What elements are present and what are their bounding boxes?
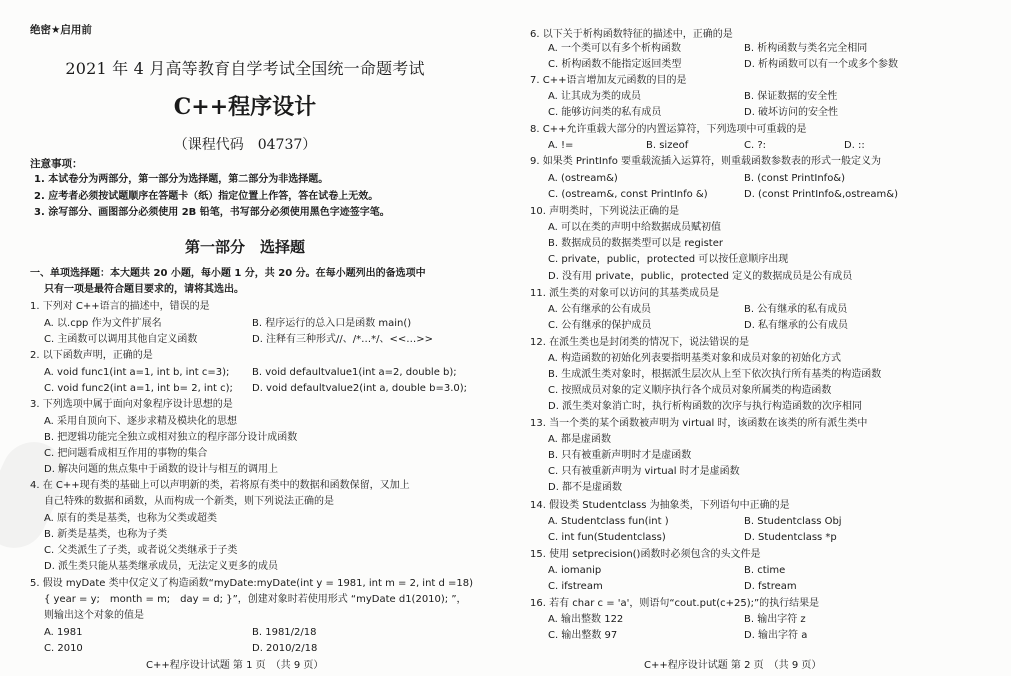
page-2 — [526, 0, 996, 676]
question-16: 16. 若有 char c = 'a'，则语句“cout.put(c+25);”的执行结果是 — [530, 598, 820, 609]
q13-option-c: C. 只有被重新声明为 virtual 时才是虚函数 — [548, 466, 740, 477]
q15-option-a: A. iomanip — [548, 565, 602, 576]
question-7: 7. C++语言增加友元函数的目的是 — [530, 75, 687, 86]
q5-option-a: A. 1981 — [44, 627, 83, 638]
q12-option-d: D. 派生类对象消亡时，执行析构函数的次序与执行构造函数的次序相同 — [548, 401, 863, 412]
q2-option-c: C. void func2(int a=1, int b= 2, int c); — [44, 383, 233, 394]
q16-option-a: A. 输出整数 122 — [548, 614, 624, 625]
q13-option-d: D. 都不是虚函数 — [548, 482, 623, 493]
q6-option-d: D. 析构函数可以有一个或多个参数 — [744, 59, 899, 70]
q7-option-b: B. 保证数据的安全性 — [744, 91, 838, 102]
q3-option-c: C. 把问题看成相互作用的事物的集合 — [44, 448, 208, 459]
q11-option-d: D. 私有继承的公有成员 — [744, 320, 849, 331]
part-title: 第一部分 选择题 — [184, 238, 305, 256]
q7-option-c: C. 能够访问类的私有成员 — [548, 107, 662, 118]
q9-option-d: D. (const PrintInfo&,ostream&) — [744, 189, 898, 200]
note-item: 1. 本试卷分为两部分，第一部分为选择题，第二部分为非选择题。 — [34, 174, 329, 185]
q15-option-b: B. ctime — [744, 565, 786, 576]
note-item: 2. 应考者必须按试题顺序在答题卡（纸）指定位置上作答，答在试卷上无效。 — [34, 190, 379, 202]
question-1: 1. 下列对 C++语言的描述中，错误的是 — [30, 301, 210, 312]
q4-option-c: C. 父类派生了子类，或者说父类继承于子类 — [44, 545, 238, 556]
q8-option-a: A. != — [548, 140, 574, 151]
q3-option-b: B. 把逻辑功能完全独立或相对独立的程序部分设计成函数 — [44, 432, 298, 443]
q4-option-a: A. 原有的类是基类，也称为父类或超类 — [44, 513, 218, 524]
q2-option-d: D. void defaultvalue2(int a, double b=3.0); — [252, 383, 468, 394]
course-code: （课程代码 04737） — [173, 137, 317, 153]
q12-option-a: A. 构造函数的初始化列表要指明基类对象和成员对象的初始化方式 — [548, 353, 842, 364]
q9-option-b: B. (const PrintInfo&) — [744, 173, 846, 184]
question-3: 3. 下列选项中属于面向对象程序设计思想的是 — [30, 399, 233, 410]
page-footer: C++程序设计试题 第 2 页 （共 9 页） — [644, 660, 822, 671]
question-14: 14. 假设类 Studentclass 为抽象类，下列语句中正确的是 — [530, 500, 790, 511]
question-13: 13. 当一个类的某个函数被声明为 virtual 时，该函数在该类的所有派生类中 — [530, 418, 868, 429]
page-footer: C++程序设计试题 第 1 页 （共 9 页） — [146, 660, 324, 671]
section-heading — [30, 266, 470, 298]
notes-list — [34, 172, 390, 222]
question-6: 6. 以下关于析构函数特征的描述中，正确的是 — [530, 29, 733, 40]
q11-option-a: A. 公有继承的公有成员 — [548, 304, 652, 315]
section-line-1: 一、单项选择题：本大题共 20 小题，每小题 1 分，共 20 分。在每小题列出的备选项中 — [30, 268, 426, 279]
q11-option-b: B. 公有继承的私有成员 — [744, 304, 848, 315]
q15-option-d: D. fstream — [744, 581, 797, 592]
q11-option-c: C. 公有继承的保护成员 — [548, 320, 652, 331]
q1-option-d: D. 注释有三种形式//、/*…*/、<<…>> — [252, 334, 434, 345]
q8-option-b: B. sizeof — [646, 140, 689, 151]
question-4-line-1: 4. 在 C++现有类的基础上可以声明新的类，若将原有类中的数据和函数保留，又加上 — [30, 480, 410, 491]
question-5-line-1: 5. 假设 myDate 类中仅定义了构造函数“myDate:myDate(int y = 1981, int m = 2, int d =18) — [30, 578, 474, 589]
q9-option-a: A. (ostream&) — [548, 173, 618, 184]
question-15: 15. 使用 setprecision()函数时必须包含的头文件是 — [530, 549, 761, 560]
q16-option-c: C. 输出整数 97 — [548, 630, 618, 641]
q14-option-a: A. Studentclass fun(int ) — [548, 516, 669, 527]
q13-option-b: B. 只有被重新声明时才是虚函数 — [548, 450, 692, 461]
q12-option-b: B. 生成派生类对象时，根据派生层次从上至下依次执行所有基类的构造函数 — [548, 369, 882, 380]
q3-option-a: A. 采用自顶向下、逐步求精及模块化的思想 — [44, 416, 238, 427]
question-10: 10. 声明类时，下列说法正确的是 — [530, 206, 680, 217]
q10-option-b: B. 数据成员的数据类型可以是 register — [548, 238, 723, 249]
q14-option-b: B. Studentclass Obj — [744, 516, 842, 527]
q8-option-d: D. :: — [844, 140, 865, 151]
note-item: 3. 涂写部分、画图部分必须使用 2B 铅笔，书写部分必须使用黑色字迹签字笔。 — [34, 207, 390, 218]
q1-option-b: B. 程序运行的总入口是函数 main() — [252, 318, 412, 329]
q7-option-d: D. 破坏访问的安全性 — [744, 107, 839, 118]
question-11: 11. 派生类的对象可以访问的其基类成员是 — [530, 288, 720, 299]
q2-option-b: B. void defaultvalue1(int a=2, double b); — [252, 367, 457, 378]
q3-option-d: D. 解决问题的焦点集中于函数的设计与相互的调用上 — [44, 464, 279, 475]
q14-option-c: C. int fun(Studentclass) — [548, 532, 666, 543]
q7-option-a: A. 让其成为类的成员 — [548, 91, 642, 102]
question-5-line-2: { year = y; month = m; day = d; }”，创建对象时若使用形式 “myDate d1(2010); ”， — [44, 594, 467, 605]
q9-option-c: C. (ostream&, const PrintInfo &) — [548, 189, 708, 200]
secret-label: 绝密★启用前 — [30, 24, 92, 36]
q10-option-c: C. private，public，protected 可以按任意顺序出现 — [548, 254, 789, 265]
q10-option-a: A. 可以在类的声明中给数据成员赋初值 — [548, 222, 722, 233]
q16-option-d: D. 输出字符 a — [744, 630, 808, 641]
q5-option-b: B. 1981/2/18 — [252, 627, 317, 638]
q6-option-b: B. 析构函数与类名完全相同 — [744, 43, 868, 54]
q12-option-c: C. 按照成员对象的定义顺序执行各个成员对象所属类的构造函数 — [548, 385, 832, 396]
q16-option-b: B. 输出字符 z — [744, 614, 806, 625]
q5-option-c: C. 2010 — [44, 643, 83, 654]
q13-option-a: A. 都是虚函数 — [548, 434, 612, 445]
page-1 — [30, 0, 474, 676]
q6-option-c: C. 析构函数不能指定返回类型 — [548, 59, 682, 70]
question-8: 8. C++允许重载大部分的内置运算符，下列选项中可重载的是 — [530, 124, 807, 135]
question-5-line-3: 则输出这个对象的值是 — [44, 610, 144, 621]
question-2: 2. 以下函数声明，正确的是 — [30, 350, 153, 361]
subject-title: C++程序设计 — [173, 94, 317, 120]
q2-option-a: A. void func1(int a=1, int b, int c=3); — [44, 367, 230, 378]
q5-option-d: D. 2010/2/18 — [252, 643, 318, 654]
exam-title: 2021 年 4 月高等教育自学考试全国统一命题考试 — [65, 59, 425, 78]
q10-option-d: D. 没有用 private，public，protected 定义的数据成员是公有成员 — [548, 271, 853, 282]
q15-option-c: C. ifstream — [548, 581, 603, 592]
question-12: 12. 在派生类也是封闭类的情况下，说法错误的是 — [530, 337, 750, 348]
question-4-line-2: 自己特殊的数据和函数，从而构成一个新类，则下列说法正确的是 — [44, 496, 334, 507]
section-line-2: 只有一项是最符合题目要求的，请将其选出。 — [44, 284, 244, 295]
q14-option-d: D. Studentclass *p — [744, 532, 837, 543]
q8-option-c: C. ?: — [744, 140, 767, 151]
q4-option-d: D. 派生类只能从基类继承成员，无法定义更多的成员 — [44, 561, 279, 572]
question-9: 9. 如果类 PrintInfo 要重载流插入运算符，则重载函数参数表的形式一般定义为 — [530, 156, 882, 167]
q1-option-a: A. 以.cpp 作为文件扩展名 — [44, 318, 162, 329]
notes-title: 注意事项： — [30, 158, 83, 170]
q4-option-b: B. 新类是基类，也称为子类 — [44, 529, 168, 540]
q1-option-c: C. 主函数可以调用其他自定义函数 — [44, 334, 198, 345]
q6-option-a: A. 一个类可以有多个析构函数 — [548, 43, 682, 54]
